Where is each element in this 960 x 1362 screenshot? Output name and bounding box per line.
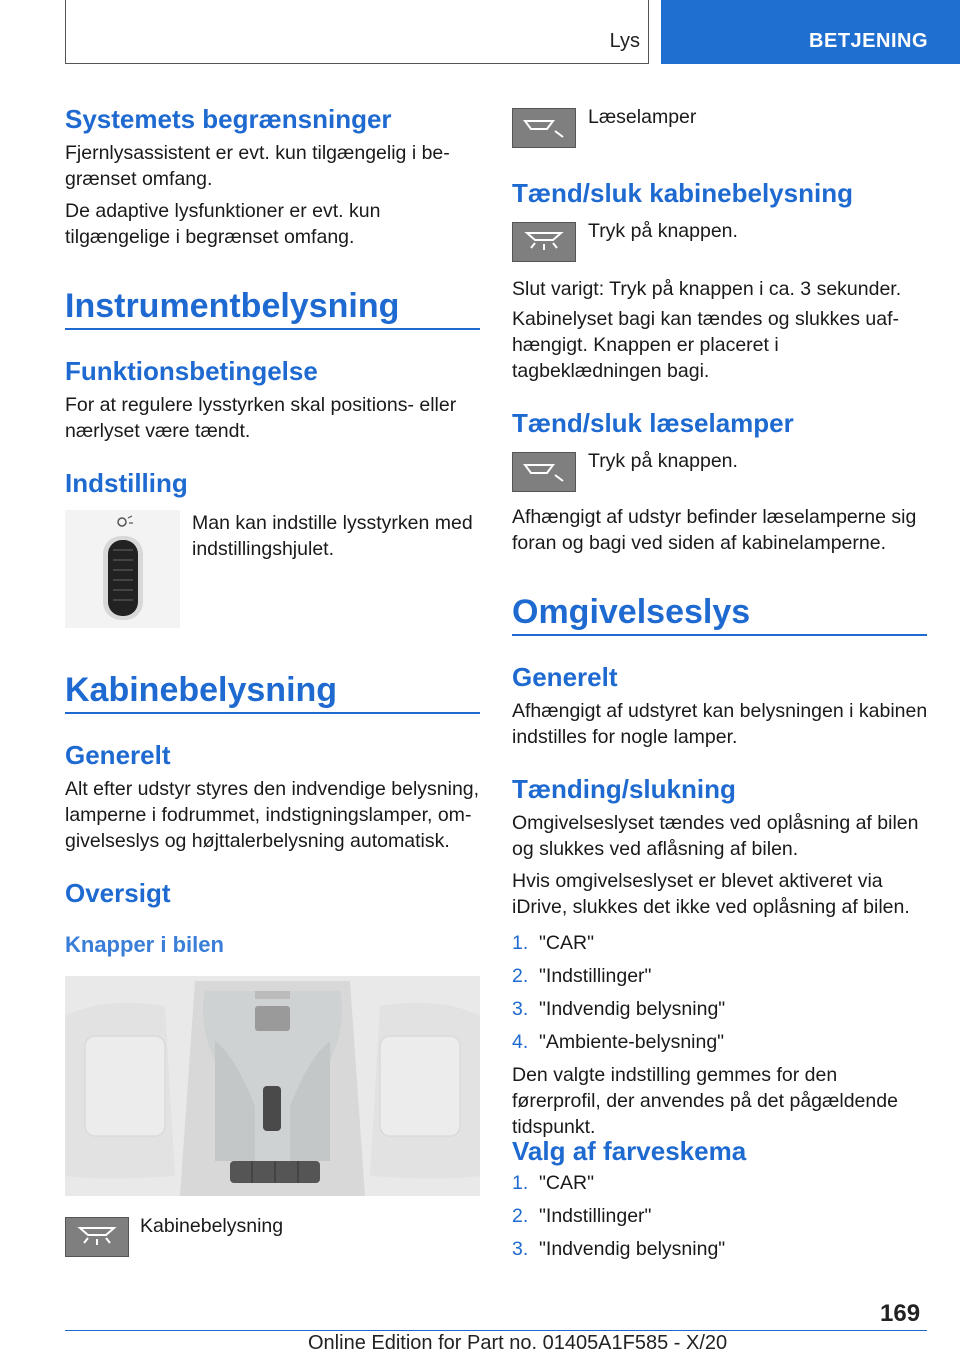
heading-rule — [65, 712, 480, 714]
list-item: 2. "Indstillinger" — [512, 1205, 652, 1227]
list-item: 2. "Indstillinger" — [512, 965, 652, 987]
heading-instrument-lighting: Instrumentbelysning — [65, 287, 400, 325]
list-item: 3. "Indvendig belysning" — [512, 1238, 726, 1260]
heading-overview: Oversigt — [65, 878, 171, 908]
heading-rule — [512, 634, 927, 636]
reading-light-button — [512, 452, 576, 492]
para-reading: Afhængigt af udstyr befinder læselamperne sig foran og bagi ved siden af kabinelamperne. — [512, 506, 917, 554]
footer-edition: Online Edition for Part no. 01405A1F585 - X/20 — [308, 1332, 728, 1354]
heading-setting: Indstilling — [65, 468, 188, 498]
para-off: Slut varigt: Tryk på knappen i ca. 3 sekunder. — [512, 278, 902, 300]
list-item: 1. "CAR" — [512, 932, 595, 954]
list-item: 1. "CAR" — [512, 1172, 595, 1194]
heading-buttons-in-car: Knapper i bilen — [65, 932, 224, 957]
label-reading-light: Læselamper — [588, 106, 697, 128]
reading-light-icon — [513, 109, 575, 147]
list-item: 4. "Ambiente-belysning" — [512, 1031, 725, 1053]
para-general-left: Alt efter udstyr styres den indvendige belysning, lamperne i fodrummet, indstigningslamper, omgivelseslys og højttalerbelysning automatisk. — [65, 778, 480, 852]
para-on-off-1: Omgivelseslyset tændes ved oplåsning af bilen og slukkes ved aflåsning af bilen. — [512, 812, 919, 860]
list-item: 3. "Indvendig belysning" — [512, 998, 726, 1020]
heading-cabin-lighting: Kabinebelysning — [65, 671, 338, 709]
header-chapter-label: BETJENING — [809, 30, 928, 52]
heading-on-off: Tænding/slukning — [512, 774, 736, 804]
para-press-1: Tryk på knappen. — [588, 220, 738, 242]
heading-rule — [65, 328, 480, 330]
cabin-light-button — [512, 222, 576, 262]
reading-light-icon — [513, 453, 575, 491]
cabin-light-icon — [66, 1218, 128, 1256]
heading-general-right: Generelt — [512, 662, 618, 692]
label-cabin-light: Kabinebelysning — [140, 1215, 284, 1237]
para-saved: Den valgte indstilling gemmes for den førerprofil, der anvendes på det pågældende tidspunkt. — [512, 1064, 898, 1138]
para-press-2: Tryk på knappen. — [588, 450, 738, 472]
header-chapter-tab — [661, 0, 960, 64]
para-setting: Man kan indstille lysstyrken med indstillingshjulet. — [192, 512, 473, 560]
heading-toggle-reading: Tænd/sluk læselamper — [512, 408, 794, 438]
heading-function-condition: Funktionsbetingelse — [65, 356, 318, 386]
steps-list-ambient — [512, 930, 725, 1062]
heading-color-scheme: Valg af farveskema — [512, 1136, 747, 1166]
para-on-off-2: Hvis omgivelseslyset er blevet aktiveret via iDrive, slukkes det ikke ved oplåsning af bilen. — [512, 870, 910, 918]
cabin-light-button — [65, 1217, 129, 1257]
cabin-light-icon — [513, 223, 575, 261]
para-limits-2: De adaptive lysfunktioner er evt. kun tilgængelige i begrænset omfang. — [65, 200, 381, 248]
reading-light-button — [512, 108, 576, 148]
dimmer-wheel-image — [65, 510, 180, 628]
page-number: 169 — [880, 1300, 921, 1327]
para-function: For at regulere lysstyrken skal positions- eller nærlyset være tændt. — [65, 394, 457, 442]
heading-system-limits: Systemets begrænsninger — [65, 104, 392, 134]
heading-toggle-cabin: Tænd/sluk kabinebelysning — [512, 178, 853, 208]
heading-ambient-light: Omgivelseslys — [512, 593, 751, 631]
footer-rule — [65, 1330, 927, 1331]
heading-general-left: Generelt — [65, 740, 171, 770]
roof-console-image — [65, 976, 480, 1196]
para-limits-1: Fjernlysassistent er evt. kun tilgængelig i begrænset omfang. — [65, 142, 450, 190]
para-general-right: Afhængigt af udstyret kan belysningen i kabinen indstilles for nogle lamper. — [512, 700, 928, 748]
steps-list-color — [512, 1170, 725, 1269]
para-rear: Kabinelyset bagi kan tændes og slukkes uafhængigt. Knappen er placeret i tagbeklædningen bagi. — [512, 308, 899, 382]
header-section-title: Lys — [609, 30, 640, 52]
